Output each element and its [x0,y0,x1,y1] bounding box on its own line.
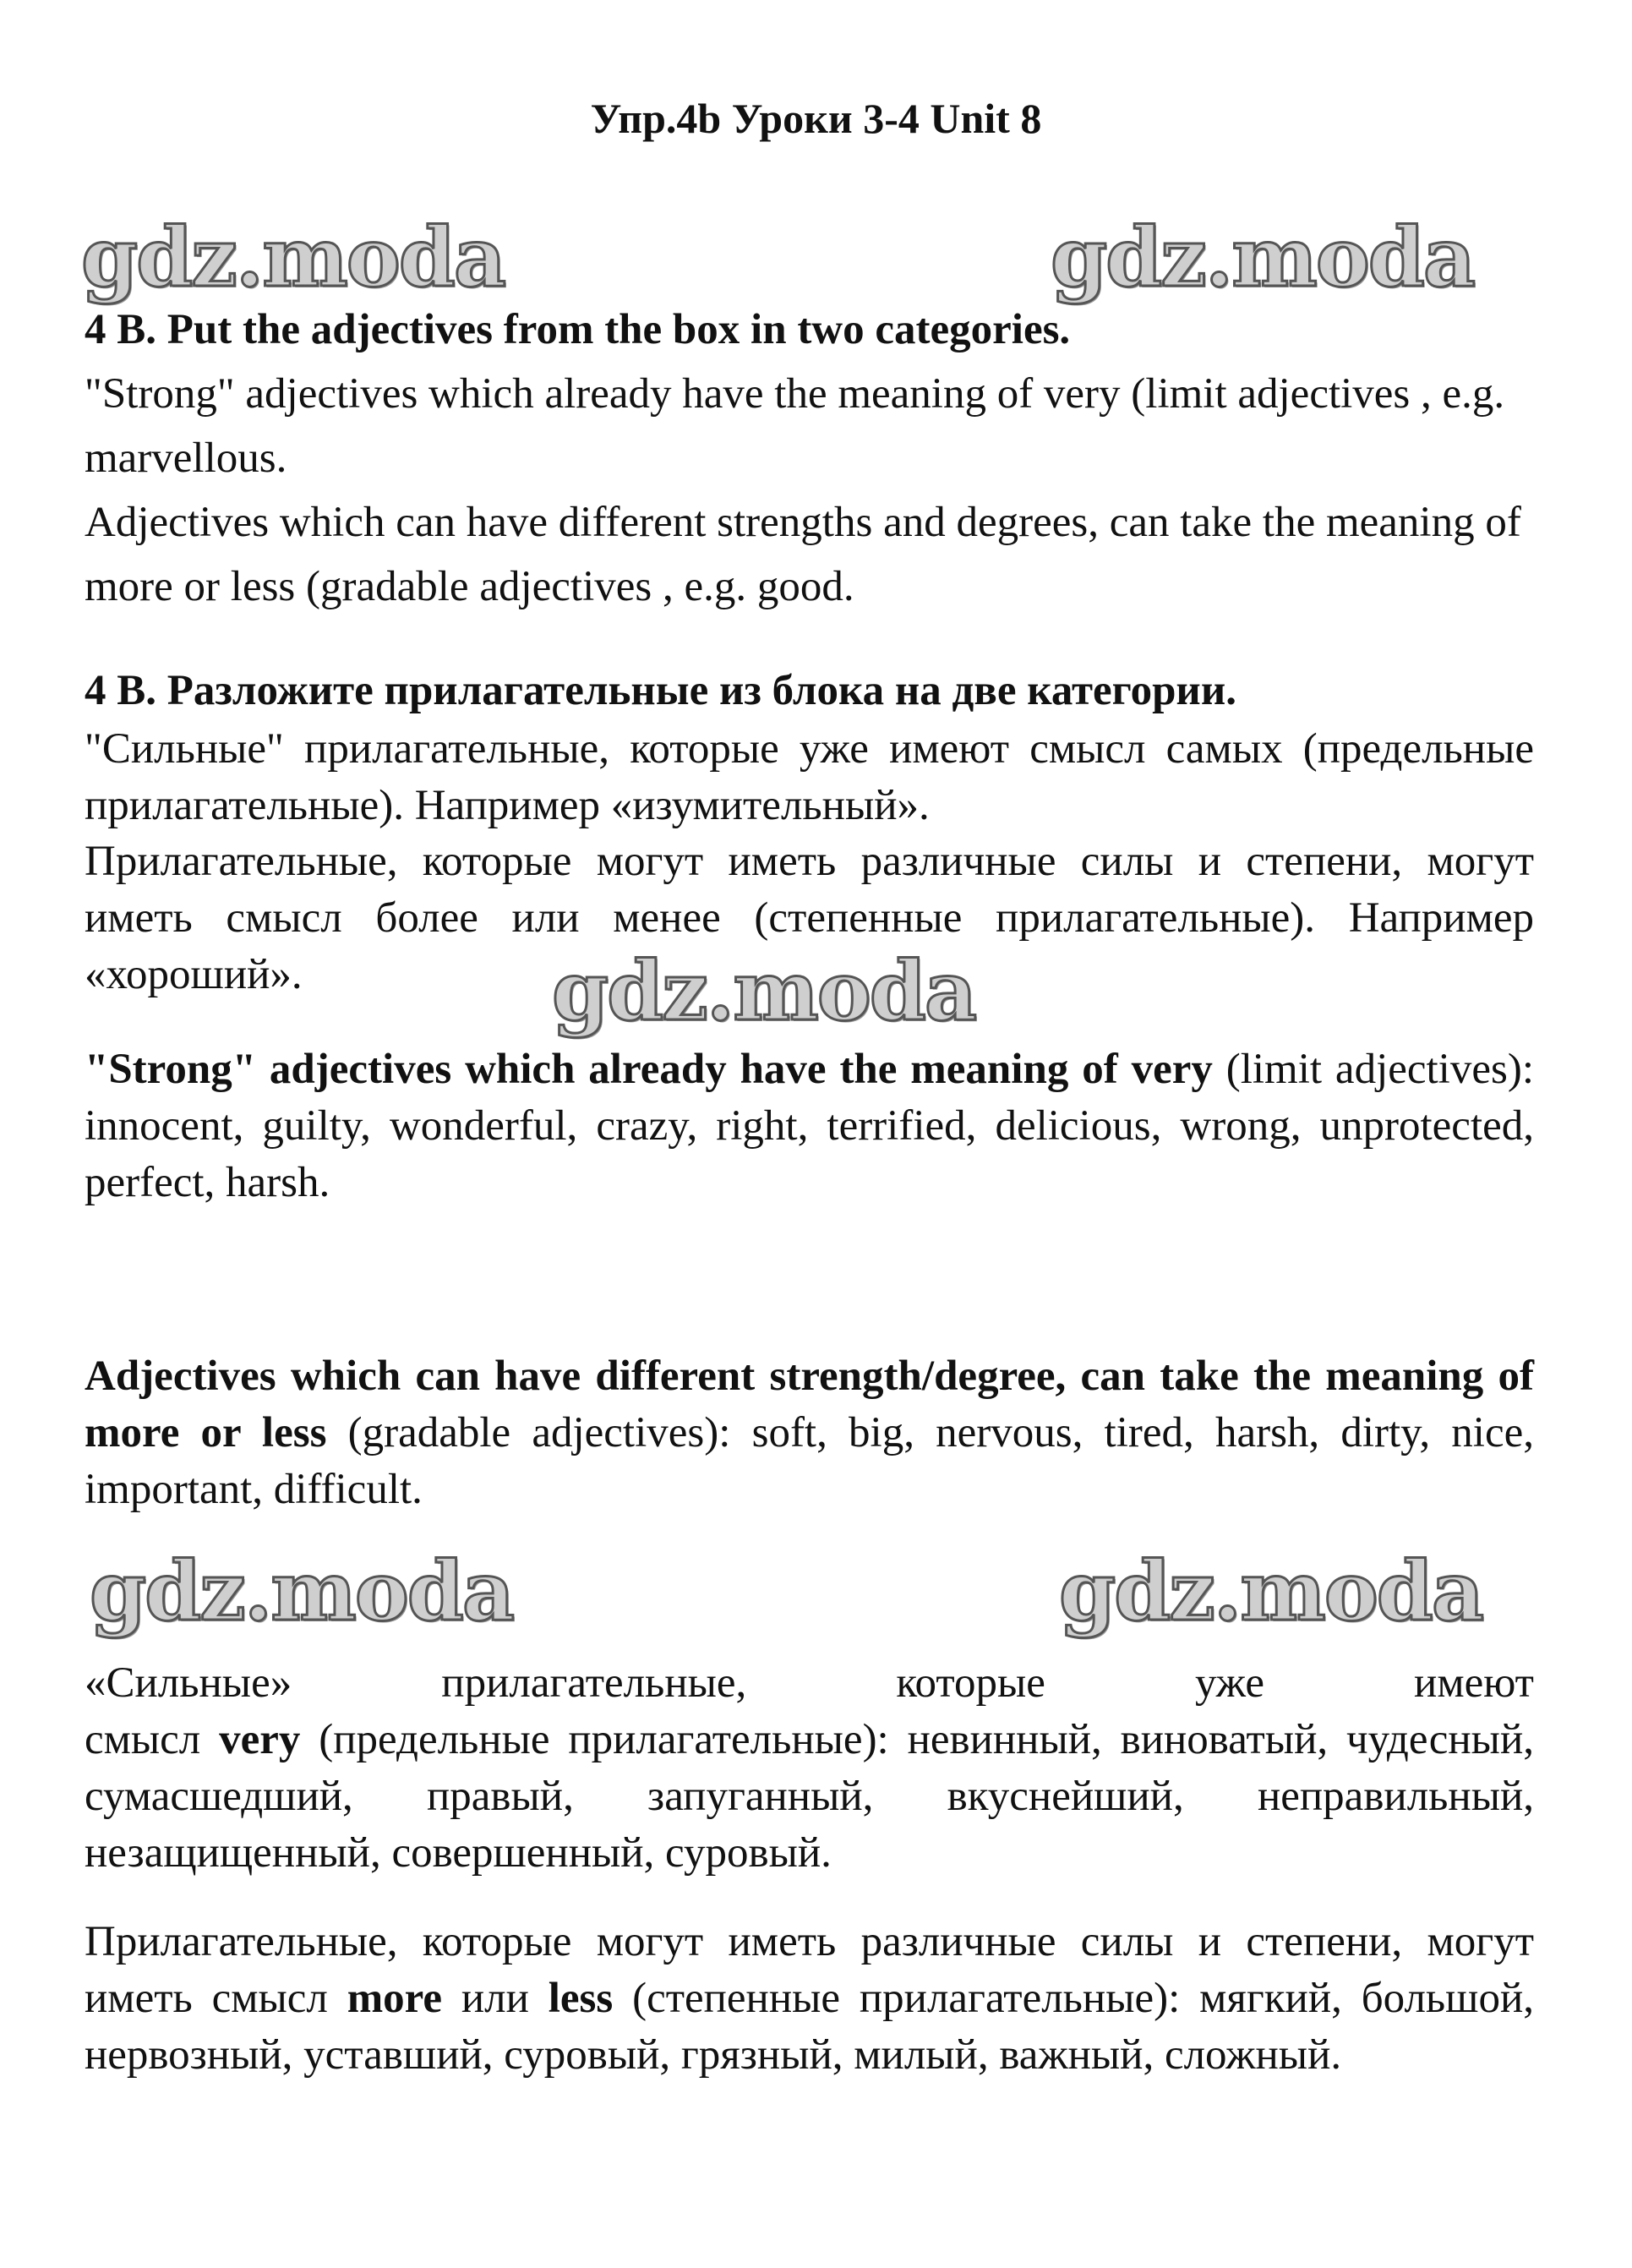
answer-gradable-adjectives-bold: Adjectives which can have different strength/degree, can take the meaning of more or less [85,1353,1534,1456]
answer-russian-limit-bold: very [219,1716,301,1763]
answer-russian-gradable-mid: или [442,1975,549,2022]
english-task-line-2: Adjectives which can have different strengths and degrees, can take the meaning of more or less (gradable adjectives , e.g. good. [85,499,1521,610]
watermark-top-left: gdz.moda [81,210,505,305]
russian-task-line-1: "Сильные" прилагательные, которые уже имеют смысл самых (предельные прилагательные). Например «изумительный». [85,725,1534,829]
word-strong: «Сильные» [85,1659,292,1707]
answer-russian-gradable [85,1914,1534,2084]
answer-russian-gradable-pre: Прилагательные, которые могут иметь различные силы и степени, могут иметь смысл [85,1918,1534,2022]
answer-russian-limit-text [85,1712,1534,1882]
russian-task-heading: 4 В. Разложите прилагательные из блока на две категории. [85,667,1236,714]
watermark-middle: gdz.moda [552,943,976,1039]
watermark-top-right: gdz.moda [1051,210,1475,305]
answer-russian-gradable-list: (степенные прилагательные): мягкий, большой, нервозный, уставший, суровый, грязный, милый, важный, сложный. [85,1975,1534,2079]
word-already: уже [1194,1659,1264,1707]
english-task-heading: 4 B. Put the adjectives from the box in two categories. [85,306,1071,353]
word-have: имеют [1414,1659,1534,1707]
answer-limit-adjectives [85,1041,1534,1211]
russian-task-line-2: Прилагательные, которые могут иметь различные силы и степени, могут иметь смысл более или менее (степенные прилагательные). Например «хороший». [85,838,1534,998]
answer-limit-adjectives-bold: "Strong" adjectives which already have the meaning of very [85,1046,1213,1093]
answer-russian-gradable-less: less [548,1975,614,2022]
watermark-lower-left: gdz.moda [90,1544,514,1639]
word-which: которые [896,1659,1045,1707]
watermark-lower-right: gdz.moda [1059,1544,1483,1639]
answer-gradable-adjectives-list: (gradable adjectives): soft, big, nervous, tired, harsh, dirty, nice, important, difficult. [85,1409,1534,1513]
answer-russian-limit-list: (предельные прилагательные): невинный, виноватый, чудесный, сумасшедший, правый, запуганный, вкуснейший, неправильный, незащищенный, совершенный, суровый. [85,1716,1534,1877]
answer-russian-gradable-more: more [347,1975,443,2022]
word-adjectives: прилагательные, [441,1659,747,1707]
page-title: Упр.4b Уроки 3-4 Unit 8 [590,95,1042,142]
answer-limit-adjectives-list: (limit adjectives): innocent, guilty, wonderful, crazy, right, terrified, delicious, wrong, unprotected, perfect, harsh. [85,1046,1534,1206]
english-task-line-1: "Strong" adjectives which already have the meaning of very (limit adjectives , e.g. marvellous. [85,370,1505,482]
answer-russian-limit-pre: смысл [85,1716,220,1763]
answer-gradable-adjectives [85,1348,1534,1518]
answer-russian-limit-first-line [85,1655,1534,1712]
